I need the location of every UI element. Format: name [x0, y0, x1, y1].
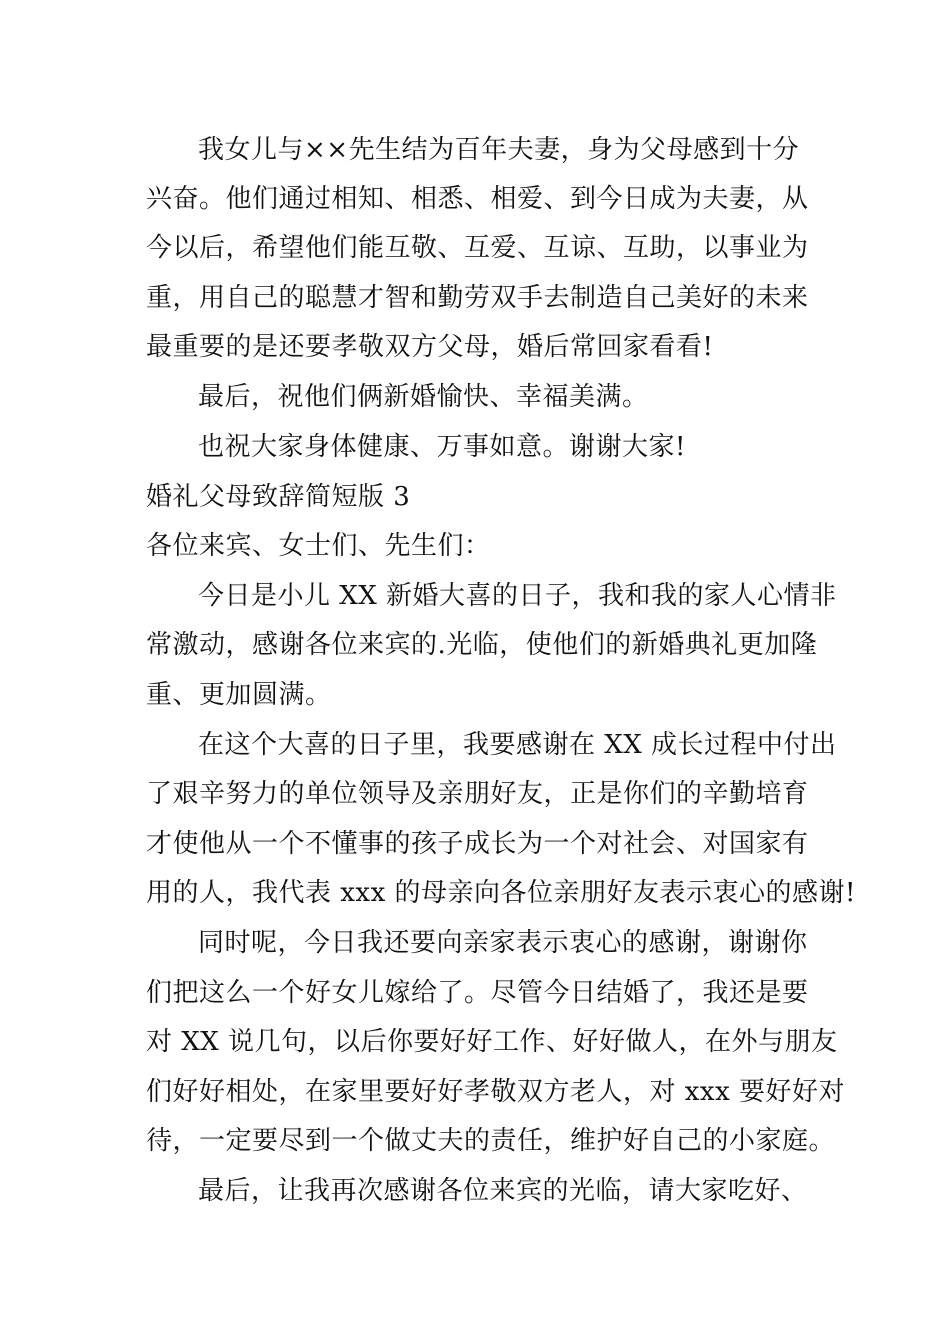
paragraph-line: 在这个大喜的日子里，我要感谢在 XX 成长过程中付出	[198, 730, 837, 760]
paragraph-line: 同时呢，今日我还要向亲家表示衷心的感谢，谢谢你	[198, 928, 808, 958]
paragraph-line: 也祝大家身体健康、万事如意。谢谢大家!	[198, 432, 686, 462]
paragraph-line: 才使他从一个不懂事的孩子成长为一个对社会、对国家有	[146, 829, 809, 859]
paragraph-line: 常激动，感谢各位来宾的.光临，使他们的新婚典礼更加隆	[146, 630, 818, 660]
paragraph-line: 待，一定要尽到一个做丈夫的责任，维护好自己的小家庭。	[146, 1126, 836, 1156]
paragraph-line: 今以后，希望他们能互敬、互爱、互谅、互助，以事业为	[146, 233, 809, 263]
paragraph-line: 了艰辛努力的单位领导及亲朋好友，正是你们的辛勤培育	[146, 779, 809, 809]
paragraph-line: 重、更加圆满。	[146, 680, 332, 710]
paragraph-line: 们好好相处，在家里要好好孝敬双方老人，对 xxx 要好好对	[146, 1077, 846, 1107]
paragraph-line: 最重要的是还要孝敬双方父母，婚后常回家看看!	[146, 332, 714, 362]
section-heading: 婚礼父母致辞简短版 3	[146, 482, 411, 512]
paragraph-line: 最后，祝他们俩新婚愉快、幸福美满。	[198, 382, 649, 412]
paragraph-line: 对 XX 说几句，以后你要好好工作、好好做人，在外与朋友	[146, 1027, 838, 1057]
paragraph-line: 们把这么一个好女儿嫁给了。尽管今日结婚了，我还是要	[146, 978, 809, 1008]
paragraph-line: 最后，让我再次感谢各位来宾的光临，请大家吃好、	[198, 1176, 808, 1206]
paragraph-line: 重，用自己的聪慧才智和勤劳双手去制造自己美好的未来	[146, 283, 809, 313]
salutation: 各位来宾、女士们、先生们：	[146, 531, 491, 561]
paragraph-line: 用的人，我代表 xxx 的母亲向各位亲朋好友表示衷心的感谢!	[146, 878, 856, 908]
paragraph-line: 今日是小儿 XX 新婚大喜的日子，我和我的家人心情非	[198, 581, 837, 611]
paragraph-line: 兴奋。他们通过相知、相悉、相爱、到今日成为夫妻，从	[146, 184, 809, 214]
paragraph-line: 我女儿与××先生结为百年夫妻，身为父母感到十分	[198, 135, 800, 165]
